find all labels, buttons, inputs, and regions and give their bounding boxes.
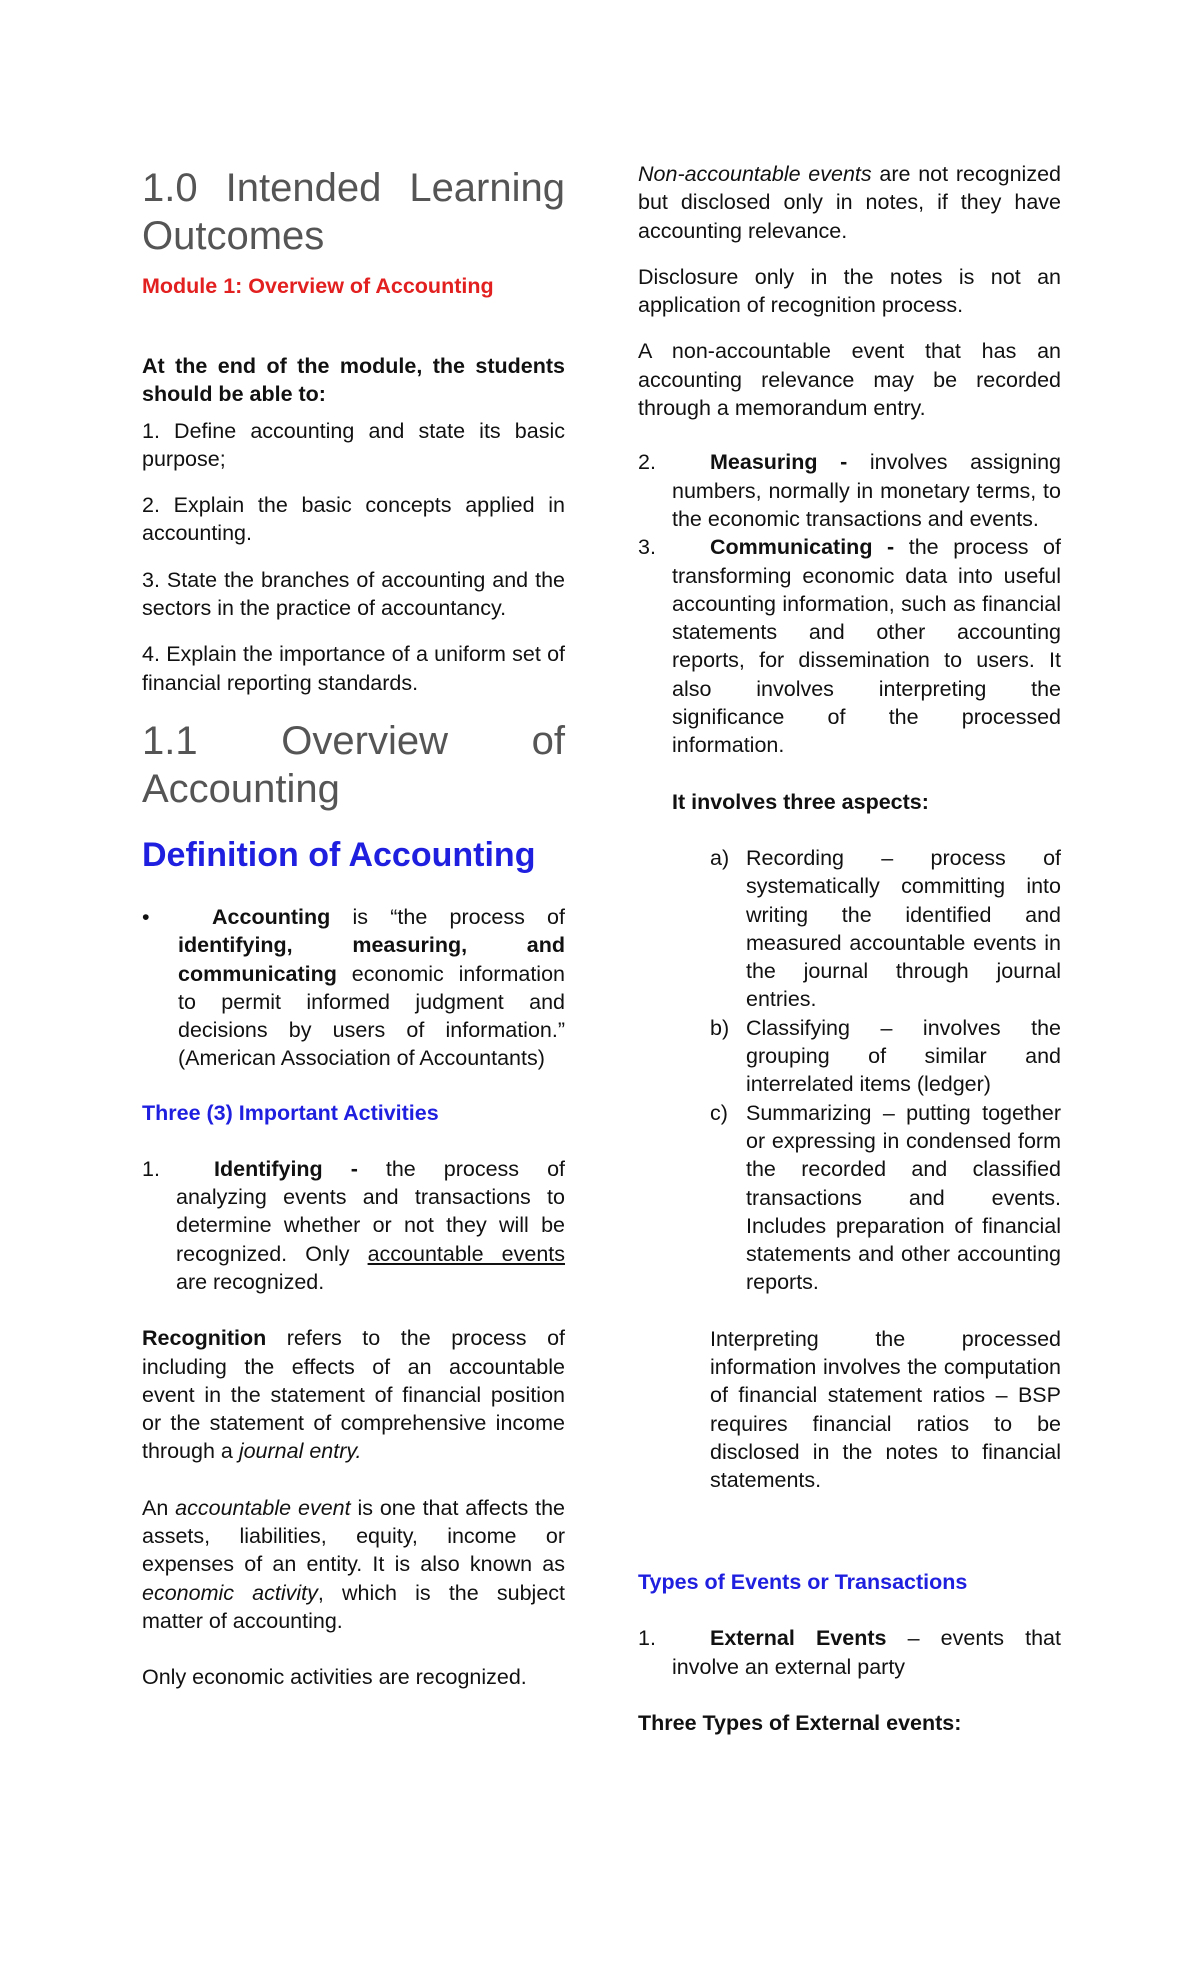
def-bold: identifying, measuring, and communicating [178,933,565,986]
aspect-text: Summarizing – putting together or expressing in condensed form the recorded and classified transactions and events. Includes preparation of financial statements and other accounting reports. [746,1100,1061,1295]
outcome-3: 3. State the branches of accounting and the sectors in the practice of accountancy. [142,567,565,621]
outcomes-intro: At the end of the module, the students should be able to: [142,354,565,407]
activity-measuring [638,448,1061,533]
accountable-events-link: accountable events [367,1241,565,1266]
recognition-text: refers to the process of including the effects of an accountable event in the statement of financial position or the statement of comprehensive income through a [142,1326,565,1464]
aspects-heading: It involves three aspects: [672,789,929,814]
external-events-text: – events that involve an external party [672,1626,1061,1679]
accountable-event-paragraph [142,1494,565,1635]
communicating-text: the process of transforming economic data into useful accounting information, such as financial statements and other accounting reports, for dissemination to users. It also involves interpreting the significance of the processed information. [672,535,1061,758]
outcome-4: 4. Explain the importance of a uniform set of financial reporting standards. [142,642,565,695]
item-number: 3. [638,535,656,560]
accountable-pre: An [142,1495,176,1520]
disclosure-paragraph: Disclosure only in the notes is not an application of recognition process. [638,264,1061,318]
accountable-mid: is one that affects the assets, liabilities, equity, income or expenses of an entity. It is also known as [142,1495,565,1577]
item-number: 2. [638,450,656,475]
right-column [638,160,1061,1737]
outcome-2: 2. Explain the basic concepts applied in accounting. [142,493,565,546]
aspect-recording [638,844,1061,1014]
def-is: is “the process of [330,904,565,929]
aspect-text: Classifying – involves the grouping of similar and interrelated items (ledger) [746,1015,1061,1097]
economic-activity-italic: economic activity [142,1580,318,1605]
accountable-tail: , which is the subject matter of accounting. [142,1580,565,1633]
module-title: Module 1: Overview of Accounting [142,274,494,298]
aspect-marker: a) [710,845,730,870]
non-accountable-paragraph [638,160,1061,245]
aspect-summarizing [638,1099,1061,1297]
interpreting-paragraph: Interpreting the processed information involves the computation of financial statement ratios – BSP requires financial ratios to be disclosed in the notes to financial statements. [710,1326,1061,1493]
heading-overview-of-accounting: 1.1 Overview of Accounting [142,718,565,811]
only-economic: Only economic activities are recognized. [142,1665,527,1690]
identifying-text: the process of analyzing events and transactions to determine whether or not they will be recognized. Only [176,1156,565,1266]
heading-intended-learning-outcomes: 1.0 Intended Learning Outcomes [142,166,565,258]
bullet-icon: • [142,904,150,929]
left-column [142,160,565,1692]
aspect-marker: b) [710,1015,730,1040]
measuring-text: involves assigning numbers, normally in monetary terms, to the economic transactions and events. [672,450,1061,531]
accountable-italic: accountable event [175,1495,351,1520]
recognition-paragraph [142,1324,565,1465]
aspect-text: Recording – process of systematically committing into writing the identified and measured accountable events in the journal through journal entries. [746,845,1061,1012]
identifying-tail: are recognized. [176,1269,325,1294]
three-types-heading: Three Types of External events: [638,1711,962,1736]
identifying-term: Identifying - [214,1156,386,1181]
recognition-term: Recognition [142,1326,267,1351]
definition-heading: Definition of Accounting [142,835,536,874]
journal-entry-italic: journal entry. [238,1439,362,1464]
types-heading: Types of Events or Transactions [638,1570,968,1595]
def-term: Accounting [212,904,331,929]
activity-identifying [142,1155,565,1296]
communicating-term: Communicating - [710,535,909,560]
external-events-term: External Events [710,1626,887,1651]
activity-communicating [638,533,1061,759]
accounting-definition [142,903,565,1073]
activities-heading: Three (3) Important Activities [142,1100,439,1125]
non-accountable-text: are not recognized but disclosed only in notes, if they have accounting relevance. [638,162,1061,243]
outcome-1: 1. Define accounting and state its basic purpose; [142,418,565,471]
item-number: 1. [638,1626,656,1651]
non-accountable-italic: Non-accountable events [638,162,872,186]
external-events-item [638,1624,1061,1681]
measuring-term: Measuring - [710,450,870,475]
memorandum-paragraph: A non-accountable event that has an accounting relevance may be recorded through a memorandum entry. [638,339,1061,421]
item-number: 1. [142,1156,160,1181]
aspect-classifying [638,1014,1061,1099]
aspect-marker: c) [710,1100,728,1125]
def-rest: economic information to permit informed judgment and decisions by users of information.” (American Association of Accountants) [178,961,565,1071]
